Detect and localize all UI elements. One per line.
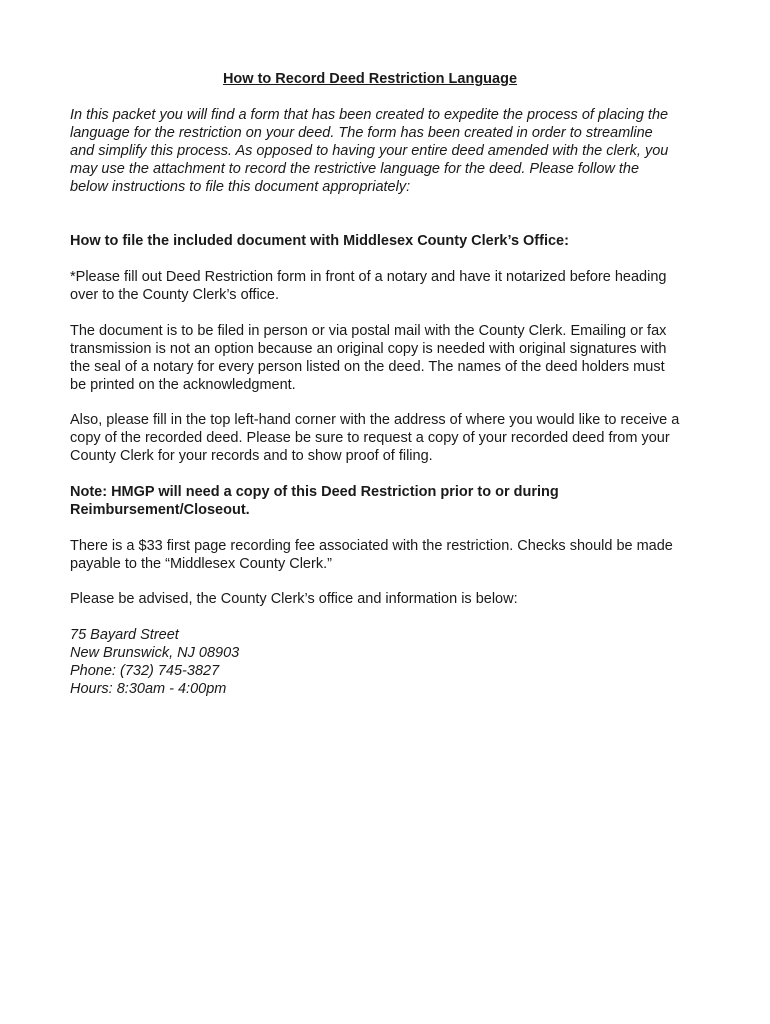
filing-method-paragraph: The document is to be filed in person or via postal mail with the County Clerk. Emailing or fax transmission is not an option because an original copy is needed with original signatures with the seal of a notary for every person listed on the deed. The names of the deed holders must be printed on the acknowledgment. bbox=[70, 323, 667, 393]
hmgp-note: Note: HMGP will need a copy of this Deed Restriction prior to or during Reimbursement/Closeout. bbox=[70, 484, 559, 518]
document-title: How to Record Deed Restriction Language bbox=[222, 71, 518, 87]
office-city: New Brunswick, NJ 08903 bbox=[70, 645, 240, 661]
office-street: 75 Bayard Street bbox=[70, 627, 179, 643]
advised-paragraph: Please be advised, the County Clerk’s office and information is below: bbox=[70, 591, 518, 607]
notary-paragraph: *Please fill out Deed Restriction form in front of a notary and have it notarized before heading over to the County Clerk’s office. bbox=[70, 269, 667, 303]
intro-paragraph: In this packet you will find a form that has been created to expedite the process of placing the language for the restriction on your deed. The form has been created in order to streamline and simplify this process. As opposed to having your entire deed amended with the clerk, you may use the attachment to record the restrictive language for the deed. Please follow the below instructions to file this document appropriately: bbox=[70, 107, 669, 195]
office-hours: Hours: 8:30am - 4:00pm bbox=[70, 681, 227, 697]
filing-heading: How to file the included document with Middlesex County Clerk’s Office: bbox=[70, 233, 569, 249]
clerk-office-address bbox=[70, 626, 239, 698]
return-address-paragraph: Also, please fill in the top left-hand corner with the address of where you would like to receive a copy of the recorded deed. Please be sure to request a copy of your recorded deed from your County Clerk for your records and to show proof of filing. bbox=[70, 412, 680, 464]
office-phone: Phone: (732) 745-3827 bbox=[70, 663, 220, 679]
fee-paragraph: There is a $33 first page recording fee associated with the restriction. Checks should be made payable to the “Middlesex County Clerk.” bbox=[70, 538, 673, 572]
